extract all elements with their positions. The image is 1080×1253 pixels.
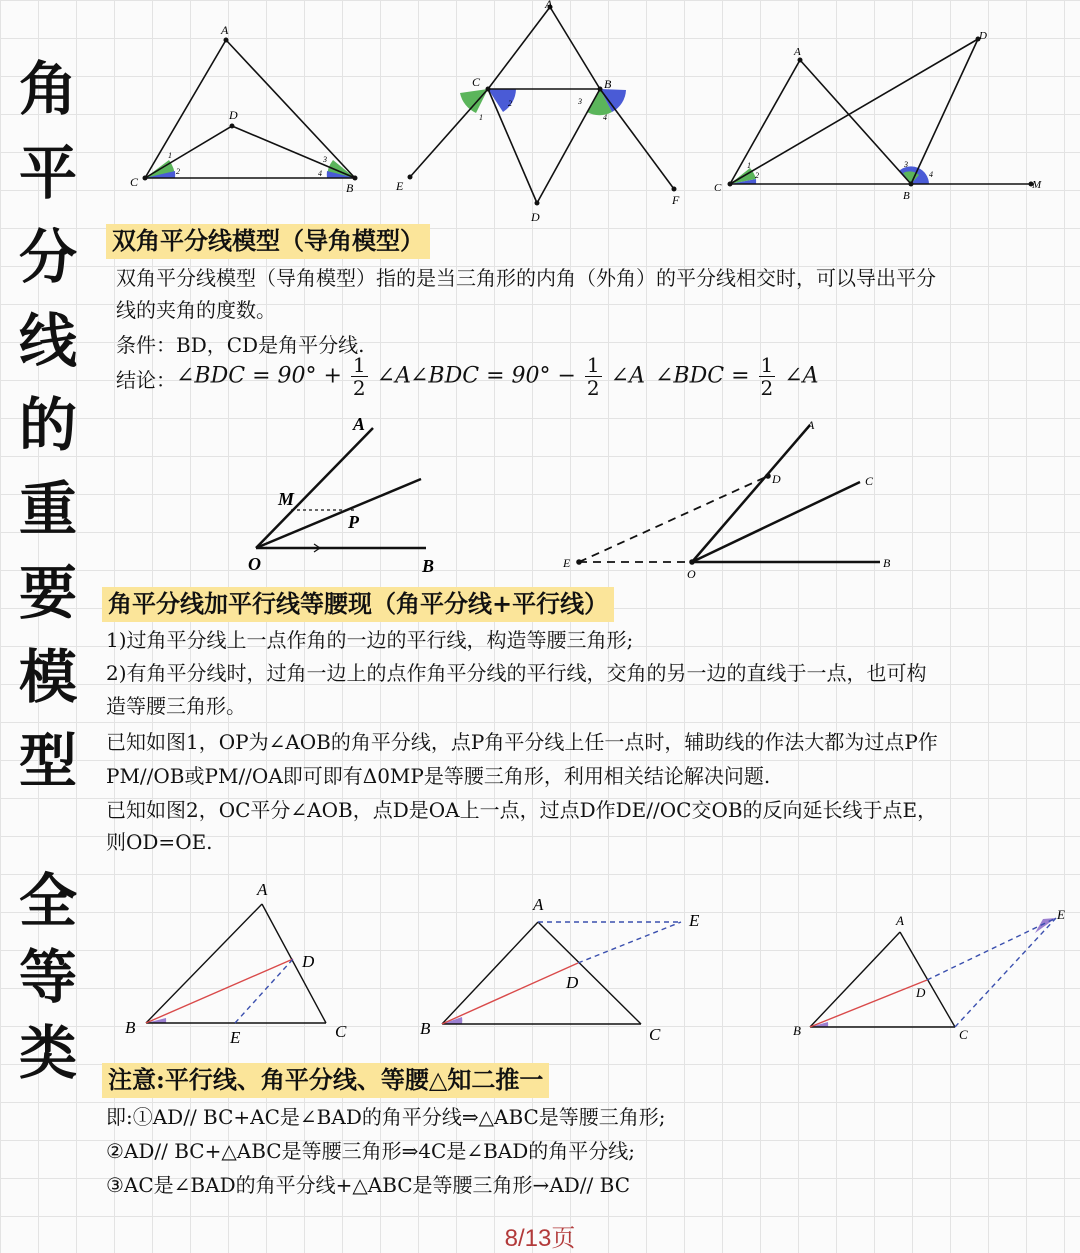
paragraph-line: 双角平分线模型（导角模型）指的是当三角形的内角（外角）的平分线相交时，可以导出平分 [116, 266, 936, 290]
label-C: C [959, 1027, 968, 1042]
label-E: E [689, 911, 700, 930]
label-3: 3 [578, 97, 582, 106]
title-char: 模 [18, 643, 77, 711]
formula-2-right: ∠A [610, 363, 645, 389]
paragraph-line: 则OD=OE. [106, 830, 213, 854]
figure-inner-bisectors [120, 20, 380, 200]
label-4: 4 [603, 113, 607, 122]
fraction [351, 354, 368, 399]
label-A: A [353, 414, 366, 434]
title-char: 类 [18, 1019, 77, 1087]
label-1: 1 [747, 161, 751, 170]
paragraph-line: 即:①AD// BC+AC是∠BAD的角平分线⇒△ABC是等腰三角形; [106, 1105, 666, 1129]
title-char: 分 [18, 223, 77, 291]
label-C: C [649, 1025, 661, 1044]
label-F: F [672, 193, 680, 207]
label-B: B [346, 181, 354, 195]
label-B: B [793, 1023, 801, 1038]
fraction-den: 2 [352, 376, 366, 400]
title-char: 的 [18, 391, 77, 459]
label-M: M [278, 489, 295, 509]
label-D: D [916, 985, 926, 1000]
paragraph-line: 2)有角平分线时，过角一边上的点作角平分线的平行线，交角的另一边的直线于一点，也可构 [106, 661, 927, 685]
paragraph-line: 已知如图2，OC平分∠AOB，点D是OA上一点，过点D作DE//OC交OB的反向延长线于点E， [106, 798, 938, 822]
figure-inner-outer-bisectors [705, 25, 1055, 210]
formula-1-right: ∠A [376, 363, 411, 389]
label-B: B [422, 556, 435, 576]
figure-angle-bisector-parallel-2 [555, 415, 905, 585]
label-D: D [566, 973, 579, 992]
label-2: 2 [508, 99, 512, 108]
label-M: M [1032, 179, 1042, 191]
title-char: 重 [18, 475, 77, 543]
title-char: 角 [18, 55, 77, 123]
label-C: C [865, 474, 874, 488]
label-2: 2 [176, 167, 180, 176]
fraction [585, 354, 602, 399]
formula-2 [410, 354, 645, 399]
formula-3 [655, 354, 819, 399]
fraction [759, 354, 776, 399]
section-heading-note: 注意:平行线、角平分线、等腰△知二推一 [102, 1063, 549, 1098]
fraction-num: 1 [352, 353, 366, 377]
paragraph-line: ③AC是∠BAD的角平分线+△ABC是等腰三角形→AD// BC [106, 1173, 631, 1197]
paragraph-line: 1)过角平分线上一点作角的一边的平行线，构造等腰三角形; [106, 628, 634, 652]
label-4: 4 [318, 169, 322, 178]
title-char: 型 [18, 727, 77, 795]
formula-1-left: ∠BDC = 90° + [176, 363, 342, 389]
paragraph-line: PM//OB或PM//OA即可即有Δ0MP是等腰三角形，利用相关结论解决问题. [106, 764, 771, 788]
paragraph-line: ②AD// BC+△ABC是等腰三角形⇒4C是∠BAD的角平分线; [106, 1139, 636, 1163]
label-B: B [420, 1019, 431, 1038]
label-O: O [687, 567, 696, 581]
page-number: 8/13页 [504, 1225, 576, 1252]
figure-outer-bisectors [390, 0, 690, 230]
label-B: B [883, 556, 891, 570]
label-1: 1 [479, 113, 483, 122]
label-3: 3 [323, 155, 327, 164]
label-E: E [396, 179, 404, 193]
label-A: A [545, 0, 553, 11]
formula-3-right: ∠A [784, 363, 819, 389]
label-C: C [335, 1022, 347, 1041]
fraction-den: 2 [586, 376, 600, 400]
label-B: B [125, 1018, 136, 1037]
figure-congruence-2 [415, 890, 715, 1060]
label-A: A [794, 46, 801, 58]
conclusion-label: 结论： [116, 368, 176, 392]
label-C: C [130, 175, 139, 189]
formula-2-left: ∠BDC = 90° − [410, 363, 576, 389]
title-char: 等 [18, 943, 77, 1011]
condition-text: 条件：BD，CD是角平分线. [116, 333, 365, 357]
label-D: D [531, 210, 540, 224]
label-A: A [533, 895, 544, 914]
label-E: E [230, 1028, 241, 1047]
label-2: 2 [755, 171, 759, 180]
figure-angle-bisector-parallel-1 [240, 410, 470, 580]
formula-3-left: ∠BDC = [655, 363, 750, 389]
figure-congruence-1 [120, 875, 360, 1050]
fraction-num: 1 [760, 353, 774, 377]
section-heading-bisector-parallel: 角平分线加平行线等腰现（角平分线+平行线） [102, 587, 614, 622]
label-4: 4 [929, 170, 933, 179]
label-D: D [979, 30, 987, 42]
label-1: 1 [168, 151, 172, 160]
title-char: 线 [18, 307, 77, 375]
label-B: B [604, 77, 612, 91]
label-A: A [896, 913, 904, 928]
paragraph-line: 造等腰三角形。 [106, 694, 246, 718]
formula-1 [176, 354, 411, 399]
label-E: E [563, 556, 571, 570]
label-A: A [221, 23, 229, 37]
paragraph-line: 已知如图1，OP为∠AOB的角平分线，点P角平分线上任一点时，辅助线的作法大都为过点P作 [106, 730, 938, 754]
label-E: E [1057, 907, 1065, 922]
fraction-den: 2 [760, 376, 774, 400]
label-D: D [302, 952, 315, 971]
title-char: 平 [18, 139, 77, 207]
side-title-main [8, 55, 88, 816]
fraction-num: 1 [586, 353, 600, 377]
figure-congruence-3 [785, 905, 1075, 1050]
label-B: B [903, 190, 910, 202]
label-3: 3 [904, 160, 908, 169]
label-O: O [248, 554, 261, 574]
section-heading-double-bisector: 双角平分线模型（导角模型） [106, 224, 430, 259]
label-C: C [472, 75, 481, 89]
label-A: A [807, 418, 815, 432]
label-D: D [772, 472, 781, 486]
label-C: C [714, 182, 722, 194]
paragraph-line: 线的夹角的度数。 [116, 298, 276, 322]
label-P: P [348, 512, 359, 532]
title-char: 要 [18, 559, 77, 627]
title-char: 全 [18, 867, 77, 935]
label-D: D [229, 108, 238, 122]
label-A: A [257, 880, 268, 899]
side-title-congruence [8, 867, 88, 1100]
